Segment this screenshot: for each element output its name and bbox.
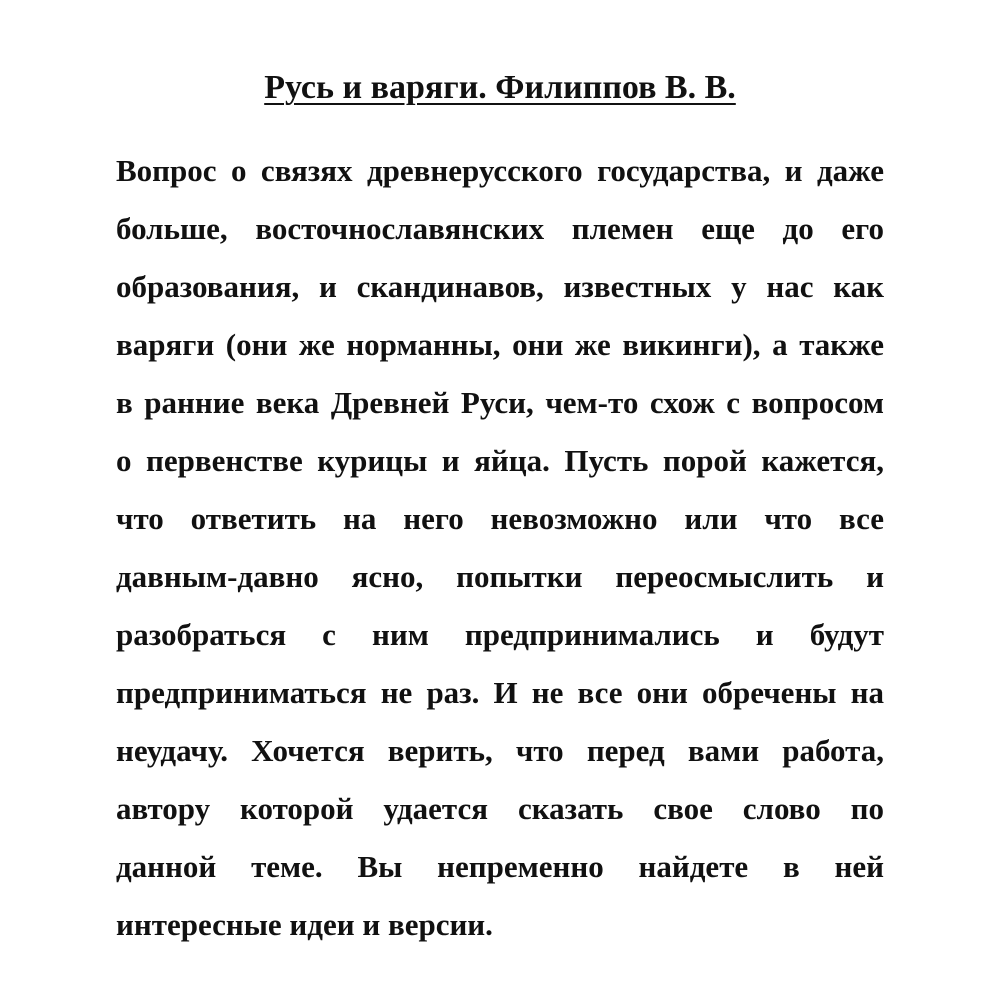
body-line-1: Вопрос о связях древнерусского государства, и даже bbox=[116, 153, 884, 188]
body-line-14: интересные идеи и версии. bbox=[116, 907, 493, 942]
body-line-4: варяги (они же норманны, они же викинги), а также bbox=[116, 327, 884, 362]
document-body bbox=[116, 142, 884, 954]
body-line-13: данной теме. Вы непременно найдете в ней bbox=[116, 849, 884, 884]
body-line-11: неудачу. Хочется верить, что перед вами работа, bbox=[116, 733, 884, 768]
body-line-8: давным-давно ясно, попытки переосмыслить и bbox=[116, 559, 884, 594]
body-line-10: предприниматься не раз. И не все они обречены на bbox=[116, 675, 884, 710]
body-line-5: в ранние века Древней Руси, чем-то схож с вопросом bbox=[116, 385, 884, 420]
body-line-12: автору которой удается сказать свое слово по bbox=[116, 791, 884, 826]
document-title bbox=[0, 68, 1000, 108]
body-line-7: что ответить на него невозможно или что все bbox=[116, 501, 884, 536]
document-title-text: Русь и варяги. Филиппов В. В. bbox=[264, 69, 736, 106]
body-line-9: разобраться с ним предпринимались и будут bbox=[116, 617, 884, 652]
body-line-3: образования, и скандинавов, известных у нас как bbox=[116, 269, 884, 304]
body-line-6: о первенстве курицы и яйца. Пусть порой кажется, bbox=[116, 443, 884, 478]
body-line-2: больше, восточнославянских племен еще до его bbox=[116, 211, 884, 246]
